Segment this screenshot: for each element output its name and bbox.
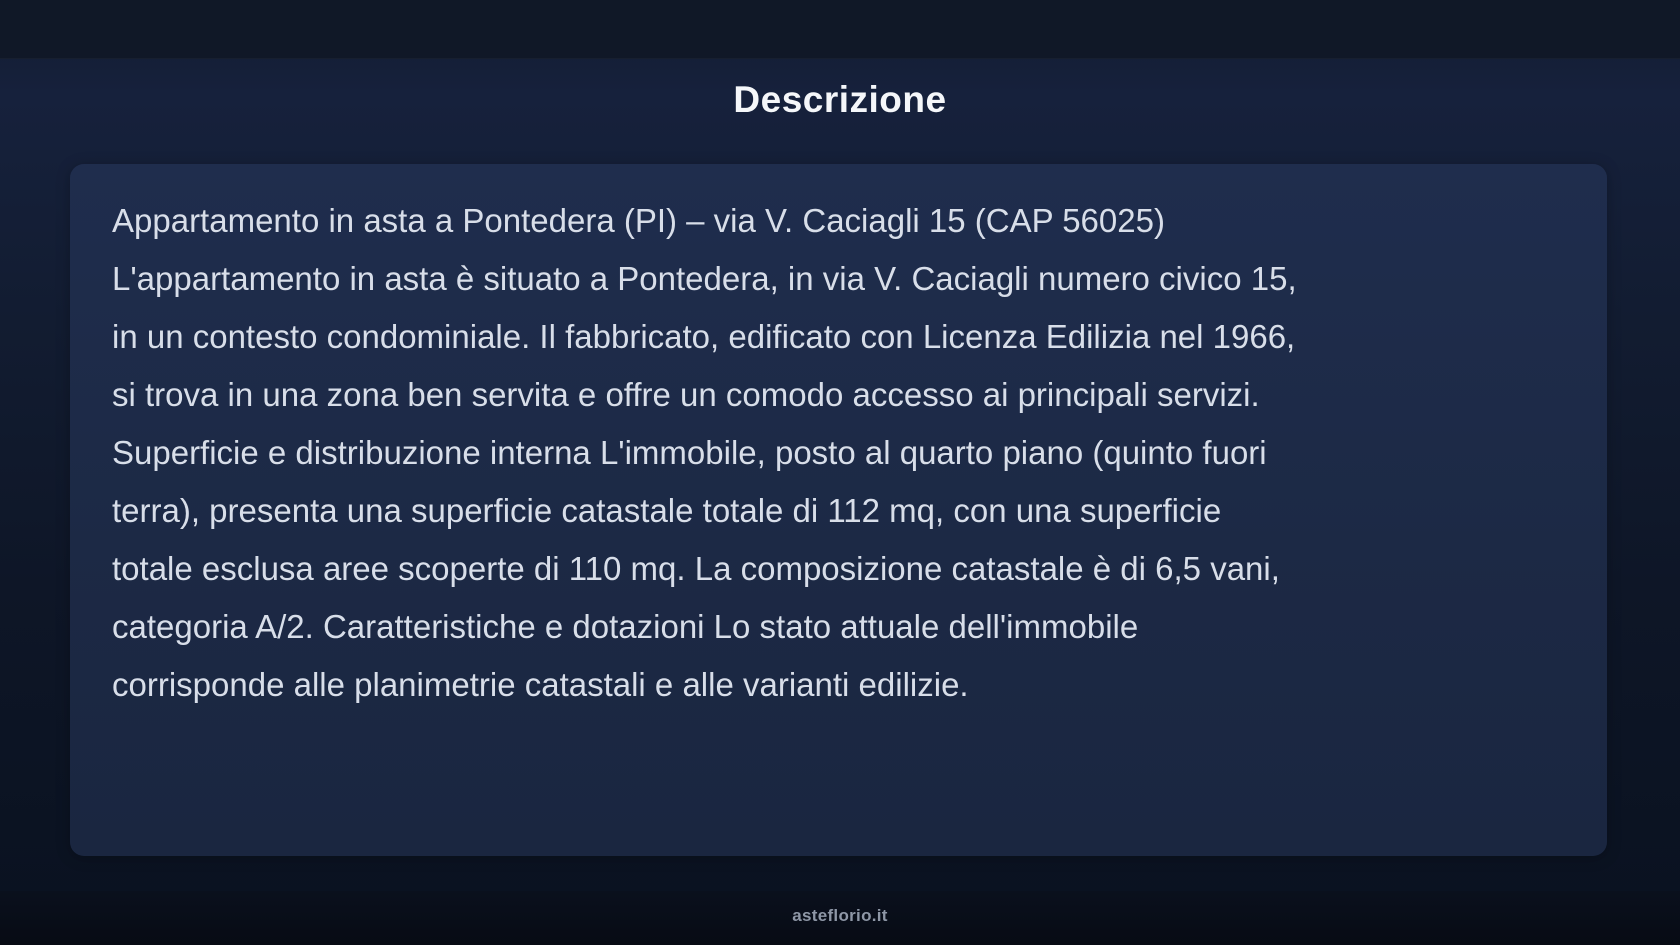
top-strip — [0, 0, 1680, 59]
description-line-5: Superficie e distribuzione interna L'immobile, posto al quarto piano (quinto fuori — [112, 434, 1267, 471]
description-line-9: corrisponde alle planimetrie catastali e alle varianti edilizie. — [112, 666, 969, 703]
footer-bar — [0, 891, 1680, 945]
description-text — [112, 192, 1567, 714]
description-line-2: L'appartamento in asta è situato a Pontedera, in via V. Caciagli numero civico 15, — [112, 260, 1297, 297]
description-line-7: totale esclusa aree scoperte di 110 mq. La composizione catastale è di 6,5 vani, — [112, 550, 1280, 587]
description-line-3: in un contesto condominiale. Il fabbricato, edificato con Licenza Edilizia nel 1966, — [112, 318, 1296, 355]
description-line-6: terra), presenta una superficie catastale totale di 112 mq, con una superficie — [112, 492, 1222, 529]
page-title: Descrizione — [733, 79, 947, 120]
description-line-8: categoria A/2. Caratteristiche e dotazioni Lo stato attuale dell'immobile — [112, 608, 1139, 645]
site-watermark: asteflorio.it — [792, 906, 888, 925]
description-card — [70, 164, 1607, 856]
description-line-1: Appartamento in asta a Pontedera (PI) – via V. Caciagli 15 (CAP 56025) — [112, 202, 1165, 239]
description-line-4: si trova in una zona ben servita e offre un comodo accesso ai principali servizi. — [112, 376, 1260, 413]
